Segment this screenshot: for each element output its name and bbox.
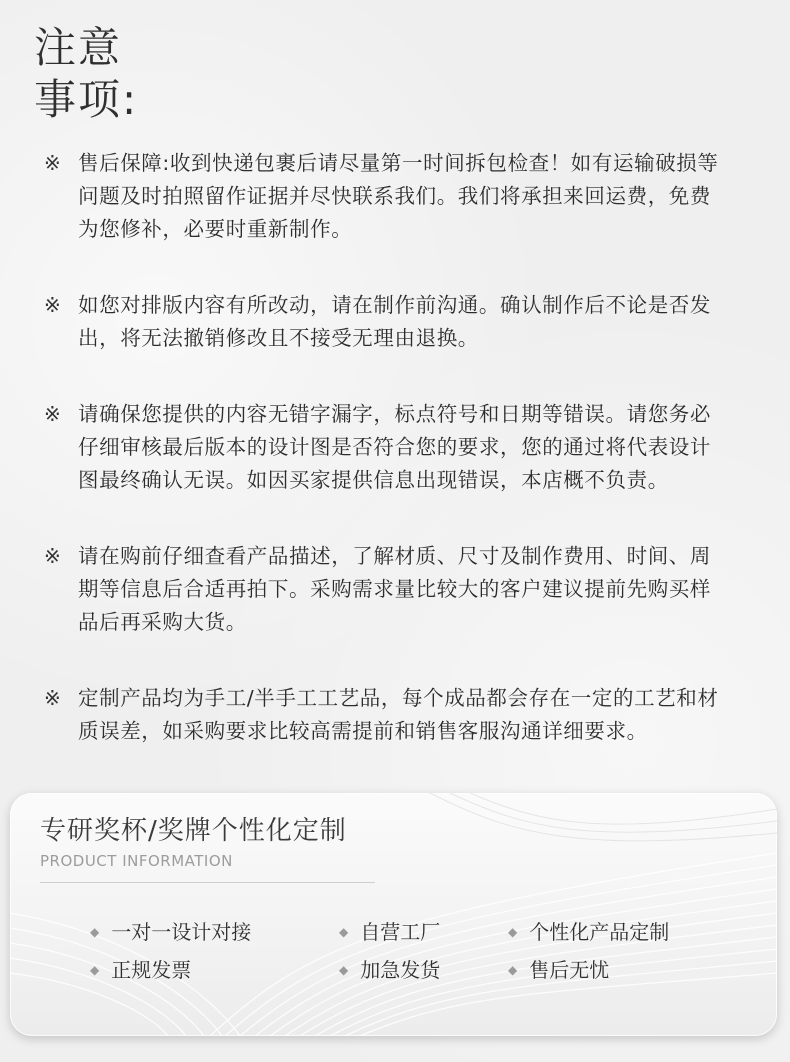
reference-mark-icon: ※ [44,544,61,568]
feature-item [508,956,609,984]
notes-list [44,147,724,791]
feature-label: 一对一设计对接 [111,920,252,944]
diamond-icon: ◆ [508,925,518,939]
reference-mark-icon: ※ [44,293,61,317]
page-title [34,22,138,126]
feature-item [90,918,251,946]
reference-mark-icon: ※ [44,151,61,175]
feature-label: 自营工厂 [360,920,441,944]
divider [40,882,375,883]
diamond-icon: ◆ [508,963,518,977]
reference-mark-icon: ※ [44,402,61,426]
note-item [44,682,724,748]
feature-label: 个性化产品定制 [529,920,670,944]
note-text: 请在购前仔细查看产品描述，了解材质、尺寸及制作费用、时间、周期等信息后合适再拍下。采购需求量比较大的客户建议提前先购买样品后再采购大货。 [78,544,711,634]
note-item [44,147,724,246]
title-line-1: 注意 [34,23,123,72]
diamond-icon: ◆ [339,963,349,977]
card-title: 专研奖杯/奖牌个性化定制 [40,816,347,846]
note-item [44,540,724,639]
reference-mark-icon: ※ [44,686,61,710]
feature-item [90,956,191,984]
title-line-2: 事项: [34,75,139,124]
note-item [44,289,724,355]
diamond-icon: ◆ [90,963,100,977]
note-text: 请确保您提供的内容无错字漏字，标点符号和日期等错误。请您务必仔细审核最后版本的设计图是否符合您的要求，您的通过将代表设计图最终确认无误。如因买家提供信息出现错误，本店概不负责。 [78,402,711,492]
feature-label: 加急发货 [360,958,441,982]
diamond-icon: ◆ [90,925,100,939]
feature-item [339,918,440,946]
feature-item [339,956,440,984]
note-text: 定制产品均为手工/半手工工艺品，每个成品都会存在一定的工艺和材质误差，如采购要求比较高需提前和销售客服沟通详细要求。 [78,686,719,743]
feature-label: 正规发票 [111,958,192,982]
diamond-icon: ◆ [339,925,349,939]
note-text: 售后保障:收到快递包裹后请尽量第一时间拆包检查！如有运输破损等问题及时拍照留作证据并尽快联系我们。我们将承担来回运费，免费为您修补，必要时重新制作。 [78,151,719,241]
feature-label: 售后无忧 [529,958,610,982]
note-item [44,398,724,497]
product-info-card [10,793,777,1036]
note-text: 如您对排版内容有所改动，请在制作前沟通。确认制作后不论是否发出，将无法撤销修改且不接受无理由退换。 [78,293,711,350]
card-subtitle: PRODUCT INFORMATION [40,852,233,870]
feature-item [508,918,669,946]
